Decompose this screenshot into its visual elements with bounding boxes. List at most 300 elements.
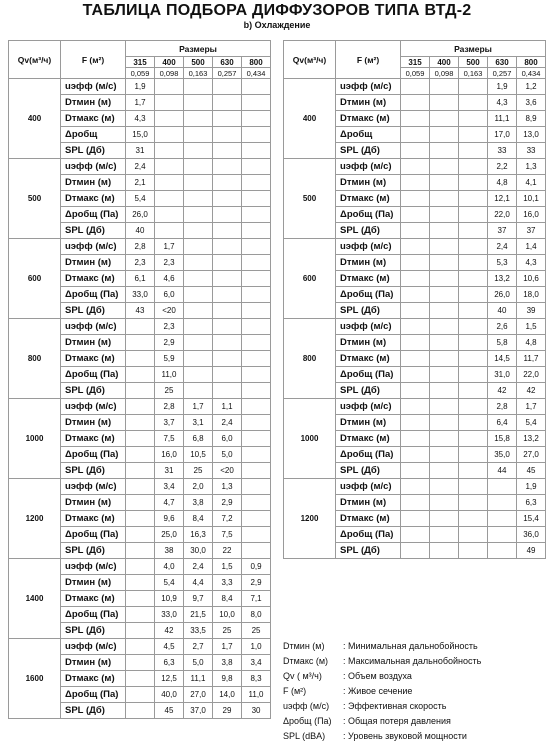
table-cell: 33 — [517, 143, 546, 159]
param-label: SPL (Дб) — [336, 223, 401, 239]
table-cell: 7,5 — [213, 527, 242, 543]
table-cell: 4,3 — [126, 111, 155, 127]
table-cell — [459, 159, 488, 175]
param-label: Δpобщ (Па) — [61, 367, 126, 383]
table-cell: 31,0 — [488, 367, 517, 383]
area-header: 0,098 — [430, 68, 459, 79]
table-row — [284, 399, 546, 415]
table-cell: 38 — [155, 543, 184, 559]
table-cell — [213, 79, 242, 95]
table-cell — [401, 527, 430, 543]
table-cell — [184, 367, 213, 383]
table-cell — [488, 479, 517, 495]
table-cell: 2,9 — [242, 575, 271, 591]
table-cell — [184, 143, 213, 159]
table-cell — [430, 351, 459, 367]
table-cell: 33,0 — [155, 607, 184, 623]
table-cell — [184, 207, 213, 223]
table-cell — [401, 415, 430, 431]
table-cell — [459, 191, 488, 207]
param-label: uэфф (м/с) — [336, 239, 401, 255]
table-cell — [430, 399, 459, 415]
param-label: SPL (Дб) — [336, 543, 401, 559]
param-label: uэфф (м/с) — [61, 639, 126, 655]
table-cell: 25,0 — [155, 527, 184, 543]
table-cell — [401, 479, 430, 495]
param-label: SPL (Дб) — [61, 303, 126, 319]
table-cell — [430, 319, 459, 335]
param-label: Dтмакс (м) — [61, 111, 126, 127]
table-cell: 5,4 — [126, 191, 155, 207]
table-cell — [155, 223, 184, 239]
table-cell — [430, 511, 459, 527]
table-cell: 11,1 — [184, 671, 213, 687]
table-cell — [242, 431, 271, 447]
area-header: 0,434 — [517, 68, 546, 79]
size-header: 315 — [401, 57, 430, 68]
table-cell: 10,9 — [155, 591, 184, 607]
table-cell — [401, 159, 430, 175]
table-cell — [430, 463, 459, 479]
table-cell: 8,9 — [517, 111, 546, 127]
param-label: SPL (Дб) — [61, 143, 126, 159]
qv-value: 500 — [284, 159, 336, 239]
legend-key: Dтмин (м) — [283, 641, 325, 651]
table-cell — [242, 223, 271, 239]
param-label: Dтмакс (м) — [61, 191, 126, 207]
table-cell — [430, 383, 459, 399]
table-cell — [401, 383, 430, 399]
param-label: uэфф (м/с) — [336, 79, 401, 95]
table-cell — [242, 463, 271, 479]
table-cell — [459, 143, 488, 159]
legend-item — [283, 656, 481, 666]
table-cell — [401, 207, 430, 223]
table-cell — [213, 383, 242, 399]
table-cell: 12,5 — [155, 671, 184, 687]
table-cell: 26,0 — [488, 287, 517, 303]
legend-key: Qv ( м³/ч) — [283, 671, 322, 681]
size-header: 500 — [459, 57, 488, 68]
size-header: 315 — [126, 57, 155, 68]
table-cell — [401, 399, 430, 415]
table-cell: 2,4 — [126, 159, 155, 175]
param-label: SPL (Дб) — [336, 383, 401, 399]
table-cell — [242, 335, 271, 351]
table-cell — [401, 127, 430, 143]
table-cell: 45 — [155, 703, 184, 719]
table-cell — [459, 399, 488, 415]
param-label: SPL (Дб) — [336, 463, 401, 479]
table-cell: 5,4 — [517, 415, 546, 431]
table-cell: 6,4 — [488, 415, 517, 431]
param-label: Δpобщ (Па) — [336, 447, 401, 463]
table-cell: 25 — [242, 623, 271, 639]
table-cell — [184, 271, 213, 287]
table-cell: 25 — [184, 463, 213, 479]
table-cell — [401, 447, 430, 463]
table-cell: 2,4 — [213, 415, 242, 431]
table-cell — [459, 335, 488, 351]
table-cell: 4,3 — [488, 95, 517, 111]
table-cell — [126, 383, 155, 399]
table-cell: 8,0 — [242, 607, 271, 623]
table-cell: 22,0 — [488, 207, 517, 223]
table-cell — [430, 431, 459, 447]
param-label: Dтмакс (м) — [61, 271, 126, 287]
table-cell — [126, 399, 155, 415]
table-cell — [242, 287, 271, 303]
table-cell — [126, 367, 155, 383]
table-cell — [126, 575, 155, 591]
table-cell: 3,1 — [184, 415, 213, 431]
table-cell: 13,0 — [517, 127, 546, 143]
param-label: SPL (Дб) — [61, 543, 126, 559]
table-cell: 4,8 — [488, 175, 517, 191]
area-header: 0,163 — [459, 68, 488, 79]
table-cell: 4,0 — [155, 559, 184, 575]
sizes-header: Размеры — [126, 41, 271, 57]
table-cell — [430, 271, 459, 287]
table-cell — [242, 511, 271, 527]
table-cell — [430, 287, 459, 303]
table-cell — [242, 111, 271, 127]
table-cell — [242, 143, 271, 159]
table-cell: 30,0 — [184, 543, 213, 559]
table-cell: 21,5 — [184, 607, 213, 623]
size-header: 400 — [155, 57, 184, 68]
table-cell — [184, 95, 213, 111]
table-cell — [459, 383, 488, 399]
legend-key: Δpобщ (Па) — [283, 716, 332, 726]
table-cell: 9,6 — [155, 511, 184, 527]
table-cell: 13,2 — [488, 271, 517, 287]
table-cell — [430, 175, 459, 191]
param-label: Dтмин (м) — [336, 255, 401, 271]
legend-item — [283, 686, 412, 696]
table-cell — [126, 591, 155, 607]
param-label: Dтмин (м) — [61, 415, 126, 431]
table-cell: 2,3 — [155, 255, 184, 271]
table-cell — [459, 463, 488, 479]
table-cell — [242, 319, 271, 335]
table-cell — [430, 159, 459, 175]
param-label: Dтмакс (м) — [336, 271, 401, 287]
table-cell — [401, 255, 430, 271]
table-cell — [242, 271, 271, 287]
table-cell — [401, 239, 430, 255]
table-cell — [242, 239, 271, 255]
table-cell — [459, 303, 488, 319]
table-cell: 16,0 — [517, 207, 546, 223]
table-cell: 2,8 — [126, 239, 155, 255]
right-selection-table — [283, 40, 546, 559]
qv-value: 1000 — [9, 399, 61, 479]
table-row — [9, 639, 271, 655]
table-cell: 12,1 — [488, 191, 517, 207]
table-cell — [459, 511, 488, 527]
table-cell — [126, 511, 155, 527]
qv-value: 600 — [9, 239, 61, 319]
param-label: Δpобщ (Па) — [336, 527, 401, 543]
table-cell — [242, 447, 271, 463]
size-header: 400 — [430, 57, 459, 68]
table-cell — [401, 543, 430, 559]
param-label: uэфф (м/с) — [61, 399, 126, 415]
table-cell — [155, 207, 184, 223]
table-cell — [459, 95, 488, 111]
table-cell — [430, 143, 459, 159]
table-cell: 1,7 — [517, 399, 546, 415]
table-cell: 11,7 — [517, 351, 546, 367]
table-cell: 1,9 — [488, 79, 517, 95]
table-cell — [126, 639, 155, 655]
table-cell: 3,3 — [213, 575, 242, 591]
param-label: SPL (Дб) — [61, 703, 126, 719]
table-cell: 8,4 — [184, 511, 213, 527]
table-row — [284, 159, 546, 175]
table-cell — [213, 239, 242, 255]
area-header: 0,434 — [242, 68, 271, 79]
table-cell: <20 — [213, 463, 242, 479]
table-cell — [459, 367, 488, 383]
table-cell: 37 — [488, 223, 517, 239]
table-cell: 25 — [213, 623, 242, 639]
table-cell — [126, 543, 155, 559]
size-header: 800 — [242, 57, 271, 68]
qv-value: 1200 — [284, 479, 336, 559]
table-cell: 15,4 — [517, 511, 546, 527]
table-cell — [430, 367, 459, 383]
table-row — [9, 319, 271, 335]
table-cell: 4,8 — [517, 335, 546, 351]
param-label: Dтмин (м) — [336, 95, 401, 111]
table-cell: 6,0 — [213, 431, 242, 447]
page-subtitle: b) Охлаждение — [243, 20, 311, 30]
table-cell — [430, 95, 459, 111]
table-cell: 2,2 — [488, 159, 517, 175]
table-cell: 1,0 — [242, 639, 271, 655]
table-cell — [126, 495, 155, 511]
table-row — [9, 159, 271, 175]
table-cell: 1,7 — [213, 639, 242, 655]
table-cell — [459, 111, 488, 127]
area-header: 0,257 — [213, 68, 242, 79]
table-cell — [242, 95, 271, 111]
table-cell — [401, 79, 430, 95]
table-cell: 1,9 — [517, 479, 546, 495]
size-header: 630 — [488, 57, 517, 68]
table-cell: 10,0 — [213, 607, 242, 623]
table-cell: 11,1 — [488, 111, 517, 127]
table-cell — [430, 495, 459, 511]
param-label: Δpобщ (Па) — [61, 527, 126, 543]
size-header: 800 — [517, 57, 546, 68]
legend-desc: : Максимальная дальнобойность — [343, 656, 482, 666]
table-cell: 9,8 — [213, 671, 242, 687]
param-label: Dтмин (м) — [61, 95, 126, 111]
table-cell: 2,9 — [213, 495, 242, 511]
table-cell — [213, 191, 242, 207]
table-cell: 5,0 — [184, 655, 213, 671]
size-header: 500 — [184, 57, 213, 68]
table-cell: 30 — [242, 703, 271, 719]
table-cell: 1,5 — [213, 559, 242, 575]
table-cell — [126, 655, 155, 671]
table-cell: 10,1 — [517, 191, 546, 207]
table-cell: 40 — [126, 223, 155, 239]
qv-value: 800 — [284, 319, 336, 399]
param-label: uэфф (м/с) — [336, 319, 401, 335]
table-cell: 15,8 — [488, 431, 517, 447]
table-cell: 3,7 — [155, 415, 184, 431]
table-cell — [401, 191, 430, 207]
table-cell — [401, 463, 430, 479]
legend-desc: : Живое сечение — [343, 686, 413, 696]
table-cell — [242, 367, 271, 383]
table-cell: 6,0 — [155, 287, 184, 303]
table-cell: 5,8 — [488, 335, 517, 351]
table-cell: <20 — [155, 303, 184, 319]
table-cell: 1,1 — [213, 399, 242, 415]
table-cell — [184, 335, 213, 351]
table-cell — [401, 511, 430, 527]
table-cell — [213, 351, 242, 367]
legend-item — [283, 701, 446, 711]
param-label: Dтмакс (м) — [61, 431, 126, 447]
param-label: Dтмакс (м) — [336, 431, 401, 447]
area-header: 0,098 — [155, 68, 184, 79]
legend-key: F (м²) — [283, 686, 307, 696]
table-cell — [184, 191, 213, 207]
table-cell — [242, 127, 271, 143]
table-cell — [430, 415, 459, 431]
table-cell — [430, 79, 459, 95]
table-cell — [459, 495, 488, 511]
param-label: Δpобщ — [61, 127, 126, 143]
table-cell: 40 — [488, 303, 517, 319]
table-cell — [126, 319, 155, 335]
table-cell: 2,3 — [155, 319, 184, 335]
table-cell — [126, 559, 155, 575]
size-header: 630 — [213, 57, 242, 68]
legend-desc: : Объем воздуха — [343, 671, 412, 681]
table-cell — [242, 383, 271, 399]
table-cell — [126, 623, 155, 639]
table-row — [284, 239, 546, 255]
param-label: Δpобщ (Па) — [61, 687, 126, 703]
table-cell: 2,6 — [488, 319, 517, 335]
table-cell: 7,1 — [242, 591, 271, 607]
table-cell: 1,7 — [126, 95, 155, 111]
table-cell: 3,8 — [213, 655, 242, 671]
param-label: SPL (Дб) — [336, 303, 401, 319]
table-cell: 15,0 — [126, 127, 155, 143]
area-header: 0,163 — [184, 68, 213, 79]
table-cell — [184, 255, 213, 271]
table-cell: 7,5 — [155, 431, 184, 447]
table-cell: 44 — [488, 463, 517, 479]
param-label: Dтмин (м) — [336, 495, 401, 511]
table-cell — [488, 527, 517, 543]
table-cell: 18,0 — [517, 287, 546, 303]
legend-item — [283, 716, 451, 726]
table-cell: 5,3 — [488, 255, 517, 271]
qv-value: 800 — [9, 319, 61, 399]
table-cell — [459, 431, 488, 447]
table-cell — [184, 319, 213, 335]
table-cell — [213, 271, 242, 287]
area-header: 0,059 — [401, 68, 430, 79]
table-cell — [242, 79, 271, 95]
table-cell — [242, 255, 271, 271]
qv-value: 1400 — [9, 559, 61, 639]
param-label: SPL (Дб) — [61, 383, 126, 399]
table-cell — [459, 319, 488, 335]
table-cell — [213, 335, 242, 351]
table-cell — [430, 447, 459, 463]
table-cell: 2,8 — [155, 399, 184, 415]
table-cell — [213, 287, 242, 303]
param-label: Dтмакс (м) — [336, 111, 401, 127]
param-label: Dтмакс (м) — [61, 591, 126, 607]
param-label: SPL (Дб) — [61, 223, 126, 239]
table-cell: 4,6 — [155, 271, 184, 287]
table-cell: 1,5 — [517, 319, 546, 335]
param-label: uэфф (м/с) — [61, 159, 126, 175]
table-cell: 4,5 — [155, 639, 184, 655]
table-cell — [430, 479, 459, 495]
table-cell: 2,8 — [488, 399, 517, 415]
page-title: ТАБЛИЦА ПОДБОРА ДИФФУЗОРОВ ТИПА ВТД-2 — [82, 2, 472, 19]
table-cell: 6,3 — [155, 655, 184, 671]
param-label: uэфф (м/с) — [61, 559, 126, 575]
table-cell — [242, 159, 271, 175]
table-cell: 17,0 — [488, 127, 517, 143]
table-cell — [459, 223, 488, 239]
table-cell: 22,0 — [517, 367, 546, 383]
param-label: Dтмакс (м) — [336, 351, 401, 367]
table-cell: 39 — [517, 303, 546, 319]
table-cell — [213, 95, 242, 111]
table-cell — [126, 687, 155, 703]
table-cell — [459, 255, 488, 271]
area-header: 0,257 — [488, 68, 517, 79]
table-cell — [242, 543, 271, 559]
param-label: uэфф (м/с) — [336, 159, 401, 175]
table-cell: 36,0 — [517, 527, 546, 543]
table-cell — [184, 223, 213, 239]
table-cell: 6,3 — [517, 495, 546, 511]
param-label: SPL (Дб) — [61, 623, 126, 639]
table-cell — [401, 303, 430, 319]
param-label: Dтмакс (м) — [61, 511, 126, 527]
table-cell: 1,3 — [213, 479, 242, 495]
param-label: Dтмакс (м) — [61, 671, 126, 687]
table-cell — [242, 479, 271, 495]
table-cell — [242, 415, 271, 431]
table-cell — [184, 239, 213, 255]
param-label: Δpобщ (Па) — [61, 207, 126, 223]
table-cell — [459, 447, 488, 463]
table-cell: 13,2 — [517, 431, 546, 447]
table-cell — [488, 495, 517, 511]
table-cell — [213, 367, 242, 383]
table-cell — [401, 143, 430, 159]
table-cell: 42 — [155, 623, 184, 639]
table-cell — [459, 239, 488, 255]
table-cell — [242, 175, 271, 191]
